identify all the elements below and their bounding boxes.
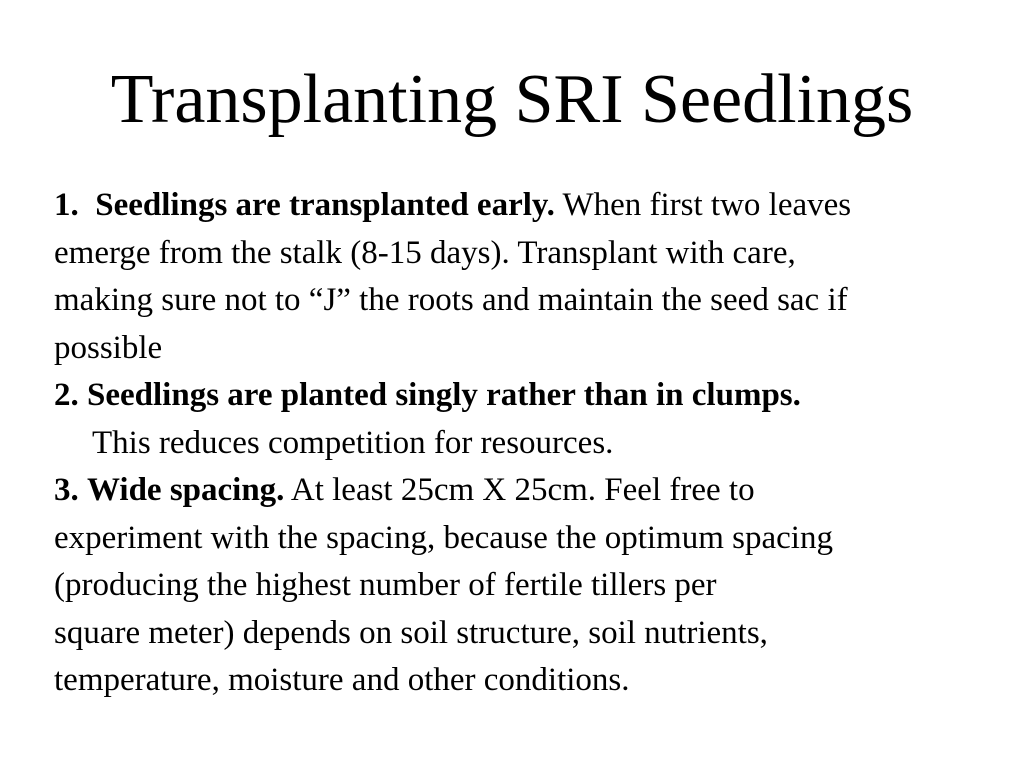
item-1-line-4: possible <box>54 329 163 366</box>
item-1-line-2: emerge from the stalk (8-15 days). Transplant with care, <box>54 234 796 271</box>
item-3-line-5: temperature, moisture and other conditions. <box>54 662 630 698</box>
item-3-line-1 <box>54 467 1019 515</box>
item-2-line-1 <box>54 372 1019 420</box>
slide-body <box>54 182 1019 705</box>
item-1-text-1: When first two leaves <box>562 187 852 223</box>
item-1-line-3: making sure not to “J” the roots and maintain the seed sac if <box>54 282 848 318</box>
item-3-text-1: At least 25cm X 25cm. Feel free to <box>290 472 755 508</box>
item-3-line-4: square meter) depends on soil structure, soil nutrients, <box>54 614 768 651</box>
item-2-heading: Seedlings are planted singly rather than in clumps. <box>87 377 801 413</box>
item-1-line-1 <box>54 182 1019 230</box>
item-1-heading: Seedlings are transplanted early. <box>95 187 555 223</box>
item-3-line-2: experiment with the spacing, because the optimum spacing <box>54 519 833 556</box>
item-1-number: 1. <box>54 187 79 223</box>
item-3-heading: Wide spacing. <box>87 472 285 508</box>
item-3-line-3: (producing the highest number of fertile tillers per <box>54 567 717 603</box>
item-2-number: 2. <box>54 377 79 413</box>
item-2-line-2: This reduces competition for resources. <box>92 424 614 461</box>
slide-title: Transplanting SRI Seedlings <box>110 61 914 138</box>
item-3-number: 3. <box>54 472 79 508</box>
